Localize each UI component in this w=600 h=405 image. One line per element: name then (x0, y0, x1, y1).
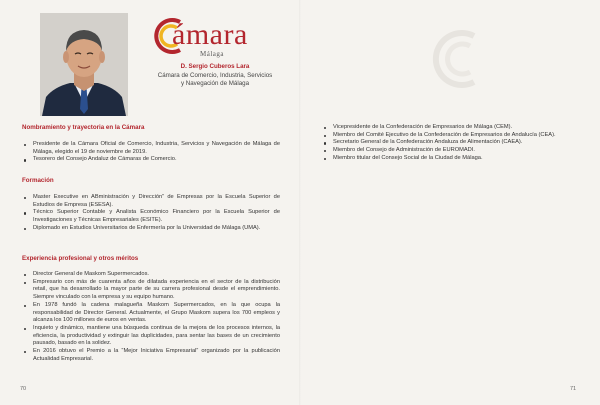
section-title-education: Formación (22, 177, 54, 184)
list-item: En 1978 fundó la cadena malagueña Maskom Supermercados, en la que ocupa la responsabilidad de Director General. Actualmente, el Grupo Maskom supera los 700 empleos y alcanza los 100 millones de euros en ventas. (22, 302, 280, 325)
logo-subtitle: Málaga (200, 50, 224, 58)
list-item: Miembro del Consejo de Administración de EUROMADI. (322, 147, 578, 155)
list-item: Miembro titular del Consejo Social de la Ciudad de Málaga. (322, 155, 578, 163)
person-role-line1: Cámara de Comercio, Industria, Servicios (157, 72, 273, 79)
experience-list (22, 271, 280, 363)
section-title-appointment: Nombramiento y trayectoria en la Cámara (22, 124, 145, 131)
list-item: Secretario General de la Confederación Andaluza de Alimentación (CAEA). (322, 139, 578, 147)
portrait-photo (40, 13, 128, 116)
page-number-left: 70 (20, 386, 27, 392)
list-item: Empresario con más de cuarenta años de dilatada experiencia en el sector de la distribución retail, que ha desarrollado la mayor parte de su carrera profesional desde el emprendimiento. Siempre vinculado con la empresa y su equipo humano. (22, 279, 280, 302)
list-item: Tesorero del Consejo Andaluz de Cámaras de Comercio. (22, 156, 280, 164)
list-item: Director General de Maskom Supermercados. (22, 271, 280, 279)
list-item: En 2016 obtuvo el Premio a la “Mejor Iniciativa Empresarial” organizado por la publicación Actualidad Empresarial. (22, 348, 280, 363)
camara-watermark-icon (428, 24, 488, 94)
education-list (22, 194, 280, 233)
appointment-list (22, 141, 280, 164)
list-item: Inquieto y dinámico, mantiene una búsqueda continua de la mejora de los procesos internos, la eficiencia, la productividad y extinguir las duplicidades, para sentar las bases de un crecimiento pausado, basado en la solidez. (22, 325, 280, 348)
list-item: Master Executive en ABministración y Dirección” de Empresas por la Escuela Superior de Estudios de Empresa (ESESA). (22, 194, 280, 209)
camara-logo (152, 16, 282, 66)
page-number-right: 71 (570, 386, 577, 392)
list-item: Técnico Superior Contable y Analista Económico Financiero por la Escuela Superior de Investigaciones y Técnicas Empresariales (ESITE). (22, 209, 280, 224)
person-name: D. Sergio Cuberos Lara (180, 63, 250, 70)
person-role (140, 72, 290, 88)
memberships-list (322, 124, 578, 163)
person-role-line2: y Navegación de Málaga (180, 80, 250, 87)
list-item: Miembro del Comité Ejecutivo de la Confederación de Empresarios de Andalucía (CEA). (322, 132, 578, 140)
list-item: Diplomado en Estudios Universitarios de Enfermería por la Universidad de Málaga (UMA). (22, 225, 280, 233)
logo-wordmark: ámara (172, 18, 248, 51)
right-page (300, 0, 600, 405)
list-item: Presidente de la Cámara Oficial de Comercio, Industria, Servicios y Navegación de Málaga de Málaga, elegido el 19 de noviembre de 2019. (22, 141, 280, 156)
list-item: Vicepresidente de la Confederación de Empresarios de Málaga (CEM). (322, 124, 578, 132)
section-title-experience: Experiencia profesional y otros méritos (22, 255, 139, 262)
